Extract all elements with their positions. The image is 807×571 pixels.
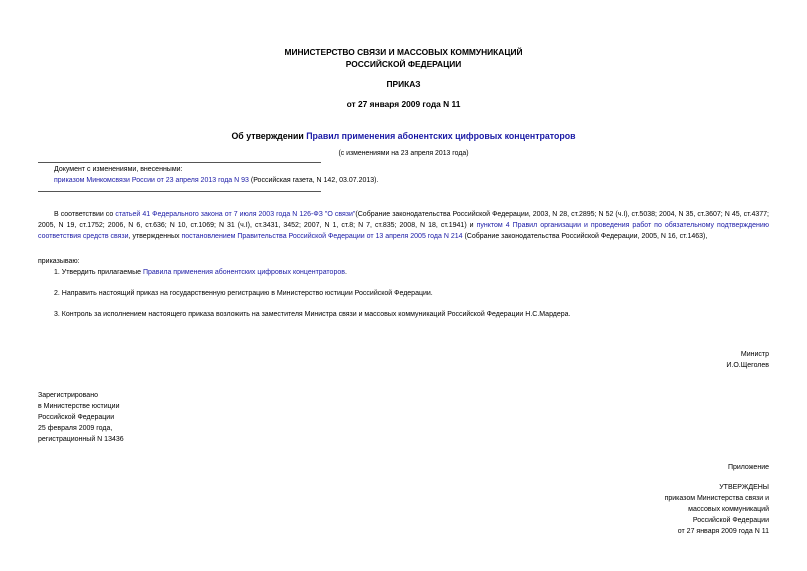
preamble-text-c: , утвержденных xyxy=(128,232,182,240)
government-decree-link[interactable]: постановлением Правительства Российской Федерации от 13 апреля 2005 года N 214 xyxy=(181,232,463,240)
changes-reference xyxy=(54,176,378,186)
approved-rules-link[interactable]: Правила применения абонентских цифровых концентраторов xyxy=(142,269,345,276)
appendix-line2: массовых коммуникаций xyxy=(688,506,769,513)
preamble-text-a: В соответствии со xyxy=(54,211,116,218)
changes-source: (Российская газета, N 142, 03.07.2013). xyxy=(248,177,379,184)
signature-name: И.О.Щеголев xyxy=(726,362,769,369)
preamble-text-d: (Собрание законодательства Российской Федерации, 2005, N 16, ст.1463), xyxy=(462,232,708,240)
changes-bottom-rule xyxy=(38,191,321,192)
registration-line2: в Министерстве юстиции xyxy=(38,403,120,410)
appendix-approved: УТВЕРЖДЕНЫ xyxy=(719,484,769,491)
title-rules-link[interactable]: Правил применения абонентских цифровых концентраторов xyxy=(306,131,576,141)
registration-line1: Зарегистрировано xyxy=(38,392,98,399)
changes-intro: Документ с изменениями, внесенными: xyxy=(54,166,183,173)
appendix-line3: Российской Федерации xyxy=(692,517,769,524)
registration-line3: Российской Федерации xyxy=(38,414,115,421)
document-type: ПРИКАЗ xyxy=(386,79,421,89)
order-item-1 xyxy=(54,268,347,278)
item1-text: 1. Утвердить прилагаемые xyxy=(54,269,143,276)
appendix-line4: от 27 января 2009 года N 11 xyxy=(677,528,769,535)
amending-order-link[interactable]: приказом Минкомсвязи России от 23 апреля 2013 года N 93 xyxy=(54,177,249,184)
registration-line5: регистрационный N 13436 xyxy=(38,436,124,443)
ministry-name-line1: МИНИСТЕРСТВО СВЯЗИ И МАССОВЫХ КОММУНИКАЦИЙ xyxy=(284,47,523,57)
preamble-paragraph xyxy=(38,210,769,243)
rules-clause-link[interactable]: пунктом 4 Правил организации и проведения работ по обязательному подтверждению соответствия средств связи xyxy=(38,221,769,240)
appendix-line1: приказом Министерства связи и xyxy=(664,495,769,502)
signature-position: Министр xyxy=(740,351,769,358)
document-title xyxy=(0,130,807,143)
preamble-text-b: (Собрание законодательства Российской Федерации, 2003, N 28, ст.2895; N 52 (ч.I), ст.5038; 2004, N 35, ст.3607; N 45, ст.4377; 2005, N 19, ст.1752; 2006, N 6, ст.636; N 10, ст.1069; N 31 (ч.I), ст.3431, 3452; 2007, N 1, ст.8; N 7, ст.835; 2008, N 18, ст.1941) и xyxy=(38,211,770,229)
appendix-label: Приложение xyxy=(727,464,769,471)
title-prefix: Об утверждении xyxy=(231,131,307,141)
document-date-number: от 27 января 2009 года N 11 xyxy=(346,99,461,109)
federal-law-link[interactable]: статьей 41 Федерального закона от 7 июля 2003 года N 126-ФЗ "О связи" xyxy=(115,211,356,218)
order-item-3: 3. Контроль за исполнением настоящего приказа возложить на заместителя Министра связи и массовых коммуникаций Российской Федерации Н.С.Мардера. xyxy=(54,311,571,318)
order-word: приказываю: xyxy=(38,258,80,265)
item1-end: . xyxy=(344,269,347,276)
changes-top-rule xyxy=(38,162,321,163)
order-item-2: 2. Направить настоящий приказ на государственную регистрацию в Министерство юстиции Российской Федерации. xyxy=(54,290,433,297)
registration-line4: 25 февраля 2009 года, xyxy=(38,425,113,432)
amendment-note: (с изменениями на 23 апреля 2013 года) xyxy=(338,150,469,157)
ministry-name-line2: РОССИЙСКОЙ ФЕДЕРАЦИИ xyxy=(345,59,462,69)
